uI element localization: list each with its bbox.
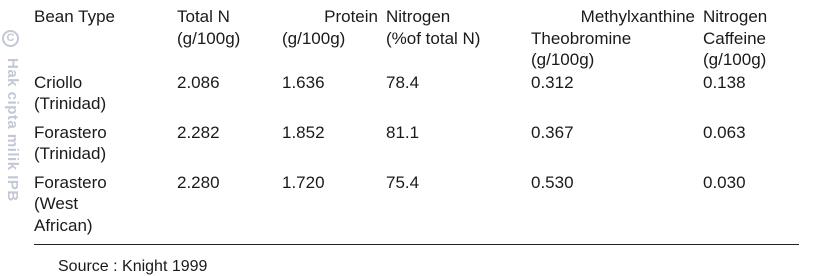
header-total-n-unit: (g/100g) — [177, 28, 241, 48]
watermark-text: Hak cipta milik IPB — [4, 58, 21, 202]
bean-type-cell: Criollo (Trinidad) — [34, 72, 107, 113]
bean-composition-table — [34, 6, 799, 245]
header-bean-type: Bean Type — [34, 7, 115, 26]
nitrogen-cell: 78.4 — [386, 72, 420, 92]
watermark — [0, 0, 22, 276]
header-protein: Protein — [324, 7, 378, 26]
total-n-cell: 2.086 — [177, 72, 220, 92]
theobromine-cell: 0.312 — [531, 72, 574, 92]
header-caffeine-label: Caffeine — [703, 28, 767, 48]
header-protein-unit: (g/100g) — [282, 28, 346, 48]
nitrogen-cell: 75.4 — [386, 172, 531, 245]
header-caffeine — [703, 28, 799, 72]
caffeine-cell: 0.063 — [703, 122, 746, 142]
copyright-icon: C — [2, 30, 19, 47]
table-header-row — [34, 28, 799, 72]
table-row — [34, 72, 799, 122]
header-nitrogen-unit: (%of total N) — [386, 28, 481, 48]
header-caffeine-unit: (g/100g) — [703, 50, 767, 69]
protein-cell: 1.720 — [282, 172, 386, 245]
theobromine-cell: 0.530 — [531, 172, 703, 245]
protein-cell: 1.852 — [282, 122, 325, 142]
protein-cell: 1.636 — [282, 72, 325, 92]
source-note: Source : Knight 1999 — [58, 258, 208, 275]
header-total-n: Total N — [177, 7, 230, 26]
total-n-cell: 2.282 — [177, 122, 220, 142]
header-theobromine-label: Theobromine — [531, 28, 632, 48]
header-methylxanthine: Methylxanthine — [580, 7, 695, 26]
header-nitrogen-caffeine: Nitrogen — [703, 7, 768, 26]
caffeine-cell: 0.138 — [703, 72, 746, 92]
header-nitrogen: Nitrogen — [386, 7, 451, 26]
table-header-row — [34, 6, 799, 28]
caffeine-cell: 0.030 — [703, 172, 799, 245]
header-theobromine-unit: (g/100g) — [531, 50, 595, 69]
bean-type-cell: Forastero (Trinidad) — [34, 122, 107, 163]
table-row — [34, 172, 799, 245]
theobromine-cell: 0.367 — [531, 122, 574, 142]
nitrogen-cell: 81.1 — [386, 122, 420, 142]
bean-type-cell: Forastero (West African) — [34, 172, 177, 245]
total-n-cell: 2.280 — [177, 172, 282, 245]
header-theobromine — [531, 28, 703, 72]
table-row — [34, 122, 799, 172]
